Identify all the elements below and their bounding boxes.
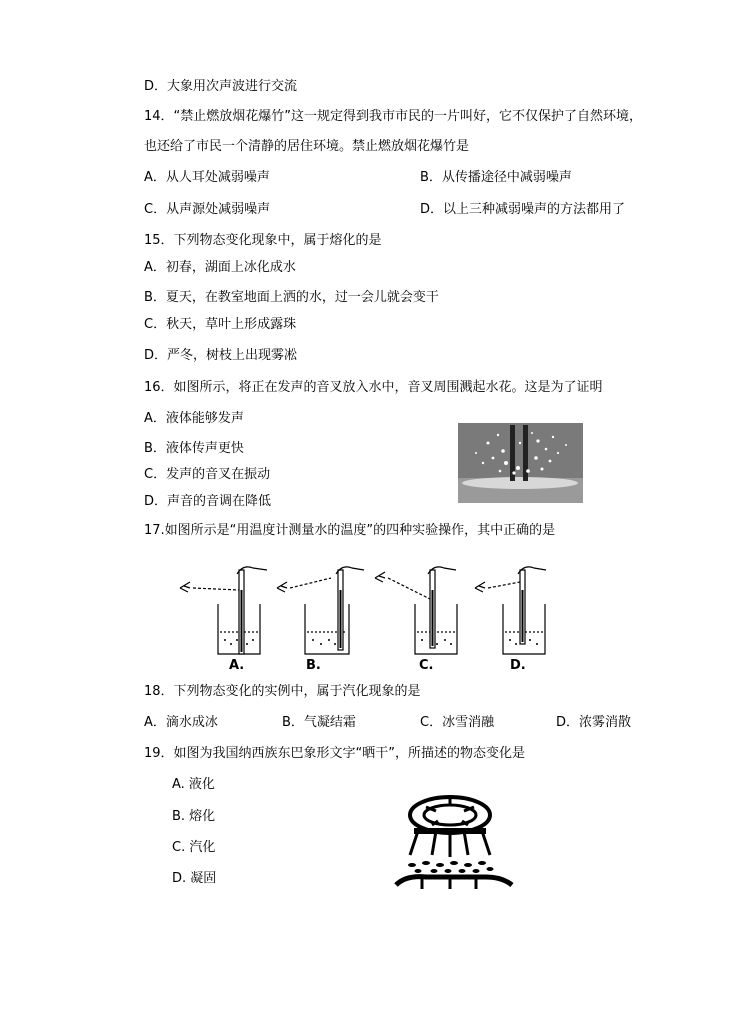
q19-option-d: D. 凝固 (172, 871, 217, 886)
q15-option-d: D．严冬，树枝上出现雾凇 (144, 348, 298, 363)
q17-label-b: B. (306, 658, 321, 673)
thermometer-diagrams (175, 560, 555, 660)
dongba-pictograph-drying (392, 793, 517, 893)
q14-option-a: A．从人耳处减弱噪声 (144, 170, 270, 185)
q17-label-c: C. (419, 658, 434, 673)
q18-option-a: A．滴水成冰 (144, 715, 218, 730)
q14-option-c: C．从声源处减弱噪声 (144, 202, 271, 217)
eye-icon-c (375, 572, 385, 582)
q19-option-a: A. 液化 (172, 777, 215, 792)
q16-stem: 16．如图所示，将正在发声的音叉放入水中，音叉周围溅起水花。这是为了证明 (144, 380, 603, 395)
eye-icon-d (475, 582, 485, 592)
q18-stem: 18．下列物态变化的实例中，属于汽化现象的是 (144, 684, 421, 699)
q15-stem: 15．下列物态变化现象中，属于熔化的是 (144, 233, 382, 248)
q14-option-d: D．以上三种减弱噪声的方法都用了 (420, 202, 626, 217)
q15-option-a: A．初春，湖面上冰化成水 (144, 260, 296, 275)
eye-icon-b (277, 582, 287, 592)
q19-stem: 19．如图为我国纳西族东巴象形文字“晒干”，所描述的物态变化是 (144, 746, 526, 761)
q16-option-d: D．声音的音调在降低 (144, 494, 272, 509)
q18-option-b: B．气凝结霜 (282, 715, 356, 730)
q18-option-c: C．冰雪消融 (420, 715, 495, 730)
q19-option-c: C. 汽化 (172, 840, 216, 855)
q16-option-a: A．液体能够发声 (144, 411, 244, 426)
eye-icon-a (180, 582, 190, 592)
q16-option-c: C．发声的音叉在振动 (144, 467, 271, 482)
q13-option-d: D．大象用次声波进行交流 (144, 79, 298, 94)
q14-stem-line2: 也还给了市民一个清静的居住环境。禁止燃放烟花爆竹是 (144, 139, 470, 154)
q16-option-b: B．液体传声更快 (144, 441, 244, 456)
q14-option-b: B．从传播途径中减弱噪声 (420, 170, 572, 185)
tuning-fork-splash-photo (458, 423, 583, 503)
q14-stem-line1: 14．“禁止燃放烟花爆竹”这一规定得到我市市民的一片叫好，它不仅保护了自然环境， (144, 109, 643, 124)
q15-option-c: C．秋天，草叶上形成露珠 (144, 317, 297, 332)
q18-option-d: D．浓雾消散 (556, 715, 632, 730)
q15-option-b: B．夏天，在教室地面上洒的水，过一会儿就会变干 (144, 290, 439, 305)
q19-option-b: B. 熔化 (172, 809, 216, 824)
q17-stem: 17.如图所示是“用温度计测量水的温度”的四种实验操作，其中正确的是 (144, 523, 556, 538)
q17-label-a: A. (229, 658, 245, 673)
q17-label-d: D. (510, 658, 526, 673)
